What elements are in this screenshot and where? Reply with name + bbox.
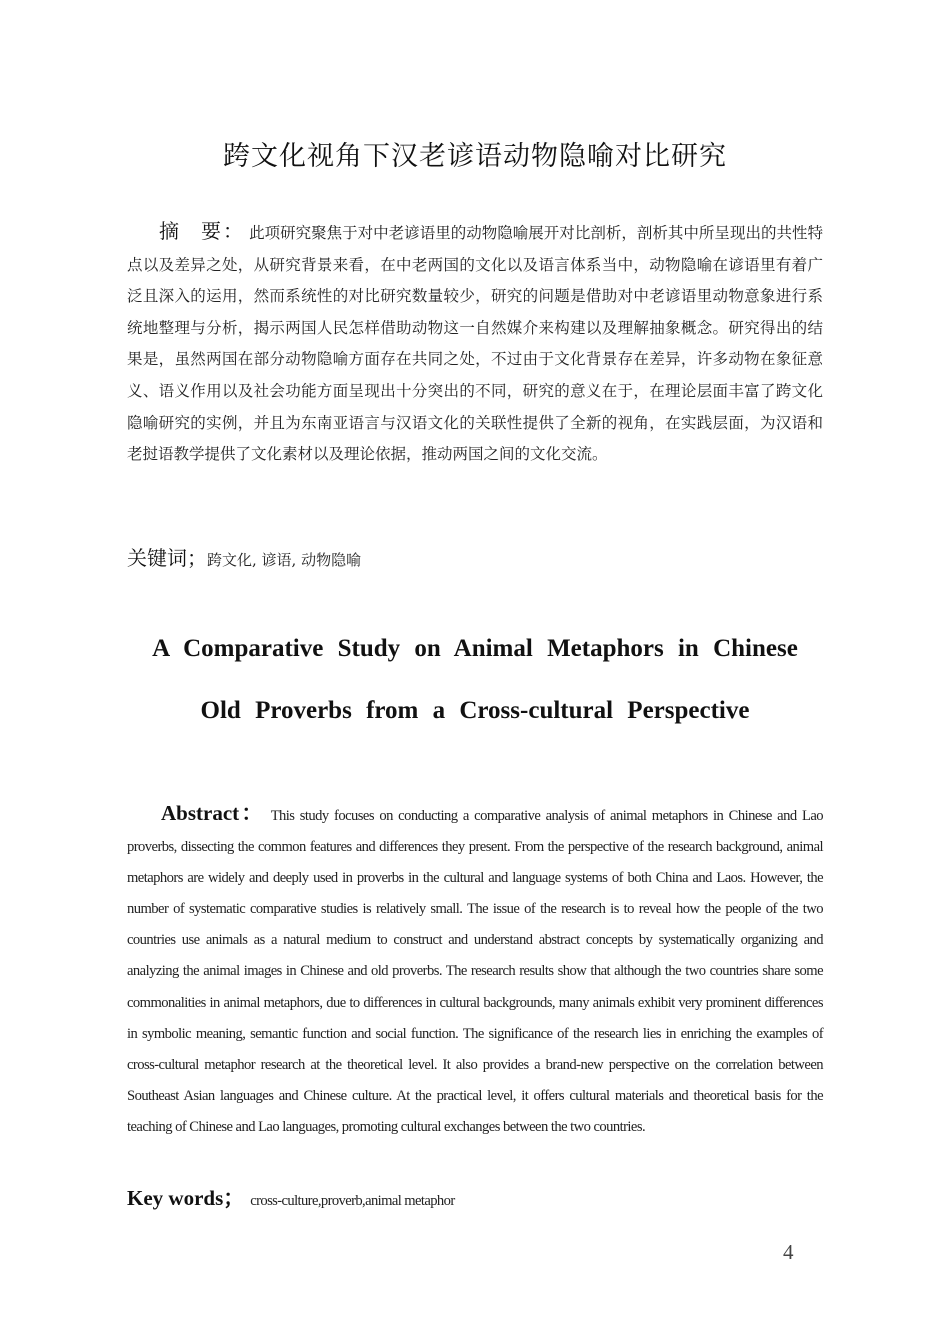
english-abstract xyxy=(127,798,823,1143)
chinese-keywords xyxy=(127,542,361,571)
english-title xyxy=(127,618,823,742)
chinese-keywords-value: 跨文化, 谚语, 动物隐喻 xyxy=(207,551,362,569)
english-keywords-label: Key words； xyxy=(127,1186,245,1210)
english-title-line-2: Old Proverbs from a Cross-cultural Perspective xyxy=(200,697,750,724)
chinese-abstract-text: 此项研究聚焦于对中老谚语里的动物隐喻展开对比剖析，剖析其中所呈现出的共性特点以及差异之处，从研究背景来看，在中老两国的文化以及语言体系当中，动物隐喻在谚语里有着广泛且深入的运用，然而系统性的对比研究数量较少，研究的问题是借助对中老谚语里动物意象进行系统地整理与分析，揭示两国人民怎样借助动物这一自然媒介来构建以及理解抽象概念。研究得出的结果是，虽然两国在部分动物隐喻方面存在共同之处，不过由于文化背景存在差异，许多动物在象征意义、语义作用以及社会功能方面呈现出十分突出的不同，研究的意义在于，在理论层面丰富了跨文化隐喻研究的实例，并且为东南亚语言与汉语文化的关联性提供了全新的视角，在实践层面，为汉语和老挝语教学提供了文化素材以及理论依据，推动两国之间的文化交流。 xyxy=(127,224,824,464)
chinese-abstract-label-part2: 要： xyxy=(201,219,246,243)
english-abstract-text: This study focuses on conducting a comparative analysis of animal metaphors in Chinese and Lao proverbs, dissecting the common features and differences they present. From the perspective of the research background, animal metaphors are widely and deeply used in proverbs in the cultural and language systems of both China and Laos. However, the number of systematic comparative studies is relatively small. The issue of the research is to reveal how the people of the two countries use animals as a natural medium to construct and understand abstract concepts by systematically organizing and analyzing the animal images in Chinese and old proverbs. The research results show that although the two countries share some commonalities in animal metaphors, due to differences in cultural backgrounds, many animals exhibit very prominent differences in symbolic meaning, semantic function and social function. The significance of the research lies in enriching the examples of cross-cultural metaphor research at the theoretical level. It also provides a brand-new perspective on the correlation between Southeast Asian languages and Chinese culture. At the practical level, it offers cultural materials and theoretical basis for the teaching of Chinese and Lao languages, promoting cultural exchanges between the two countries. xyxy=(127,808,823,1135)
chinese-title: 跨文化视角下汉老谚语动物隐喻对比研究 xyxy=(223,141,727,172)
english-title-line-1: A Comparative Study on Animal Metaphors in Chinese xyxy=(152,635,798,662)
chinese-abstract-label xyxy=(159,219,245,243)
english-abstract-label: Abstract： xyxy=(161,801,265,825)
chinese-keywords-label: 关键词； xyxy=(127,546,207,570)
english-keywords-value: cross-culture,proverb,animal metaphor xyxy=(250,1193,455,1209)
chinese-abstract-label-part1: 摘 xyxy=(159,219,182,243)
english-keywords xyxy=(127,1182,455,1212)
page-number: 4 xyxy=(783,1240,794,1264)
chinese-abstract xyxy=(127,216,823,471)
